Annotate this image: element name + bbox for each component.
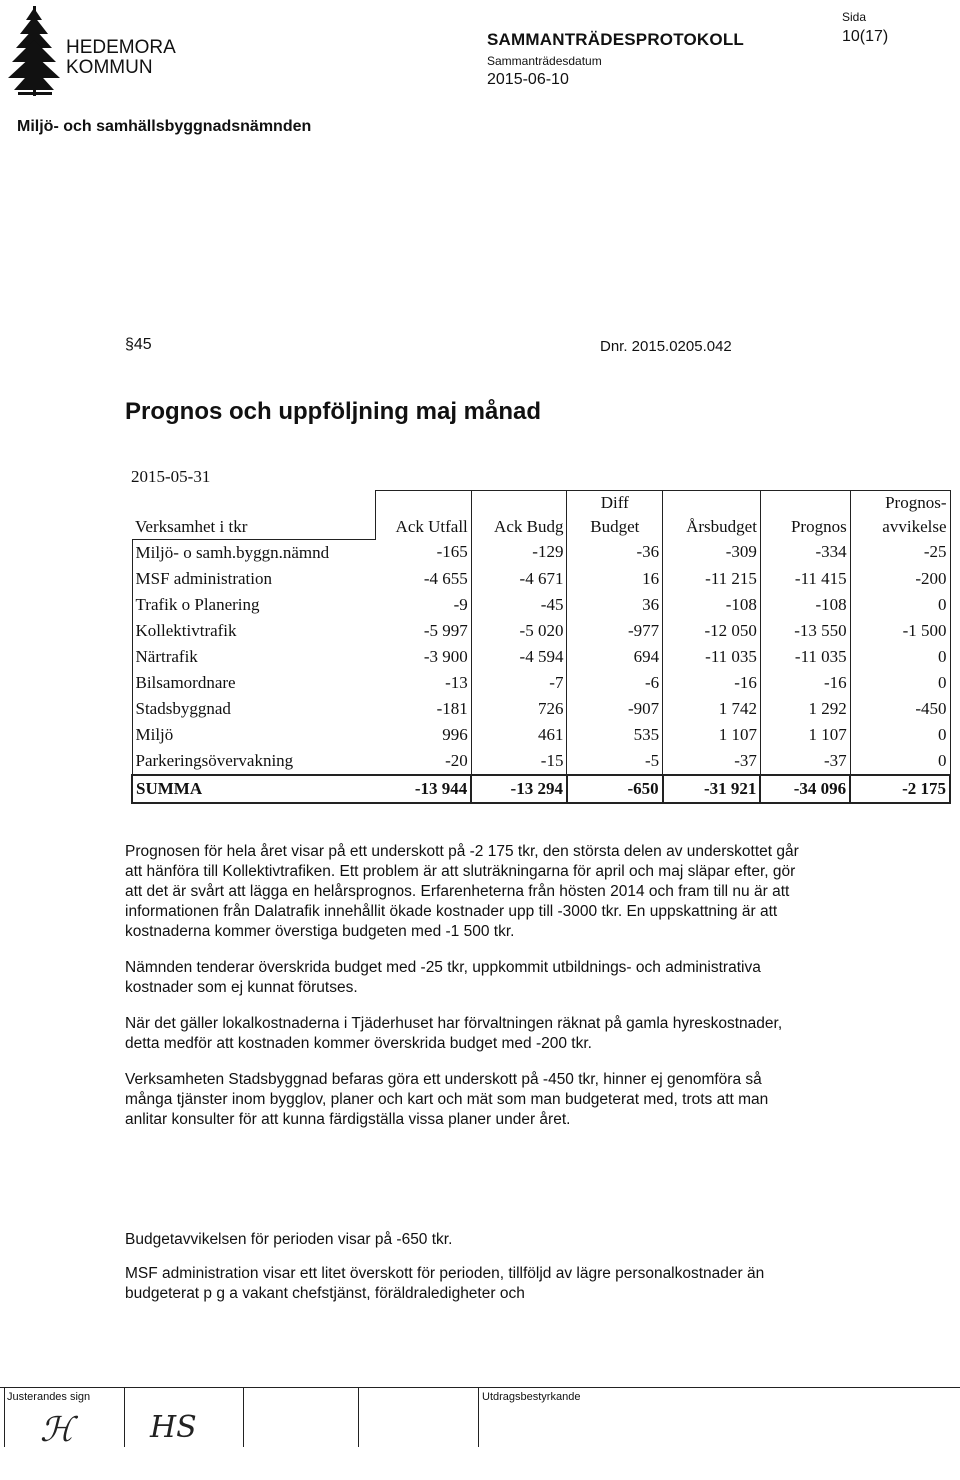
cell-arsbudget: -16 <box>663 670 761 696</box>
header-arsbudget: Årsbudget <box>663 491 761 540</box>
municipality-logo-text <box>66 38 176 78</box>
cell-ack-utfall: -181 <box>376 696 472 722</box>
summa-diff: -650 <box>567 775 663 803</box>
paragraph-lokalkostnader: När det gäller lokalkostnaderna i Tjäderhuset har förvaltningen räknat på gamla hyreskostnader, detta medför att kostnaden kommer överskrida budget med -200 tkr. <box>125 1015 783 1052</box>
footer-divider <box>4 1387 5 1447</box>
header-diff-budget <box>567 491 663 540</box>
footer-divider <box>243 1387 244 1447</box>
paragraph-number: §45 <box>125 336 152 353</box>
header-prognos: Prognos <box>760 491 850 540</box>
cell-arsbudget: 1 742 <box>663 696 761 722</box>
cell-prognos: -16 <box>760 670 850 696</box>
cell-avvik: -200 <box>850 566 950 592</box>
paragraph-namnden: Nämnden tenderar överskrida budget med -25 tkr, uppkommit utbildnings- och administrativa kostnader som ej kunnat förutses. <box>125 959 761 996</box>
cell-diff: -5 <box>567 748 663 775</box>
row-label: Miljö- o samh.byggn.nämnd <box>132 539 376 566</box>
summa-arsbudget: -31 921 <box>663 775 761 803</box>
cell-avvik: -25 <box>850 539 950 566</box>
footer-divider <box>124 1387 125 1447</box>
header-ack-utfall: Ack Utfall <box>376 491 472 540</box>
cell-ack-utfall: -3 900 <box>376 644 472 670</box>
summa-ack-utfall: -13 944 <box>376 775 472 803</box>
cell-diff: 535 <box>567 722 663 748</box>
page-label: Sida <box>842 10 867 24</box>
cell-prognos: -11 035 <box>760 644 850 670</box>
row-label: MSF administration <box>132 566 376 592</box>
cell-avvik: -450 <box>850 696 950 722</box>
cell-arsbudget: -11 035 <box>663 644 761 670</box>
cell-ack-budg: -15 <box>471 748 567 775</box>
cell-arsbudget: -12 050 <box>663 618 761 644</box>
cell-avvik: -1 500 <box>850 618 950 644</box>
cell-avvik: 0 <box>850 592 950 618</box>
table-header-row <box>132 491 950 540</box>
row-label: Miljö <box>132 722 376 748</box>
financial-table <box>131 490 951 804</box>
summa-prognos: -34 096 <box>760 775 850 803</box>
paragraph-stadsbyggnad: Verksamheten Stadsbyggnad befaras göra ett underskott på -450 tkr, hinner ej genomföra så många tjänster inom bygglov, planer och kart och mät som man budgeterat med, trots att man anlitar konsulter för att kunna färdigställa vissa planer under året. <box>125 1071 769 1128</box>
meeting-date: 2015-06-10 <box>487 71 569 88</box>
header-prognos-avvikelse <box>850 491 950 540</box>
table-row <box>132 722 950 748</box>
header-avvik-bottom: avvikelse <box>882 517 947 536</box>
cell-prognos: -11 415 <box>760 566 850 592</box>
cell-arsbudget: -37 <box>663 748 761 775</box>
summa-label: SUMMA <box>132 775 376 803</box>
cell-arsbudget: -309 <box>663 539 761 566</box>
paragraph-msf-administration: MSF administration visar ett litet överskott för perioden, tillföljd av lägre personalkostnader än budgeterat p g a vakant chefstjänst, föräldraledigheter och <box>125 1265 765 1302</box>
committee-name: Miljö- och samhällsbyggnadsnämnden <box>17 118 312 135</box>
utdragsbestyrkande-label: Utdragsbestyrkande <box>482 1391 581 1403</box>
signature-initials-2: HS <box>150 1410 197 1445</box>
section-heading: Prognos och uppföljning maj månad <box>125 398 542 425</box>
header-verksamhet: Verksamhet i tkr <box>135 516 248 536</box>
meeting-date-label: Sammanträdesdatum <box>487 54 602 68</box>
signature-initials-1: ℋ <box>40 1410 74 1450</box>
cell-avvik: 0 <box>850 644 950 670</box>
row-label: Parkeringsövervakning <box>132 748 376 775</box>
cell-diff: 16 <box>567 566 663 592</box>
summa-avvik: -2 175 <box>850 775 950 803</box>
table-row <box>132 696 950 722</box>
diary-number: Dnr. 2015.0205.042 <box>600 338 732 355</box>
logo-line-2: KOMMUN <box>66 57 153 78</box>
text-block-1 <box>125 842 805 1146</box>
cell-diff: 36 <box>567 592 663 618</box>
table-row <box>132 618 950 644</box>
table-date: 2015-05-31 <box>131 467 211 486</box>
text-block-2 <box>125 1230 805 1320</box>
cell-ack-budg: -45 <box>471 592 567 618</box>
cell-prognos: -334 <box>760 539 850 566</box>
table-row <box>132 748 950 775</box>
header-diff-bottom: Budget <box>590 517 640 536</box>
header-ack-budg: Ack Budg <box>471 491 567 540</box>
cell-ack-utfall: -5 997 <box>376 618 472 644</box>
row-label: Bilsamordnare <box>132 670 376 696</box>
cell-prognos: -13 550 <box>760 618 850 644</box>
summa-row <box>132 775 950 803</box>
logo-line-1: HEDEMORA <box>66 37 176 58</box>
cell-prognos: -108 <box>760 592 850 618</box>
footer-divider <box>358 1387 359 1447</box>
cell-diff: -907 <box>567 696 663 722</box>
row-label: Närtrafik <box>132 644 376 670</box>
row-label: Stadsbyggnad <box>132 696 376 722</box>
table-row <box>132 592 950 618</box>
cell-diff: -36 <box>567 539 663 566</box>
cell-arsbudget: 1 107 <box>663 722 761 748</box>
cell-prognos: -37 <box>760 748 850 775</box>
cell-ack-budg: -5 020 <box>471 618 567 644</box>
cell-ack-utfall: 996 <box>376 722 472 748</box>
table-row <box>132 566 950 592</box>
table-body <box>132 539 950 803</box>
cell-ack-utfall: -20 <box>376 748 472 775</box>
row-label: Kollektivtrafik <box>132 618 376 644</box>
cell-diff: -6 <box>567 670 663 696</box>
cell-prognos: 1 107 <box>760 722 850 748</box>
municipality-logo-tree <box>4 4 66 98</box>
footer-divider <box>478 1387 479 1447</box>
cell-avvik: 0 <box>850 722 950 748</box>
cell-ack-budg: -4 594 <box>471 644 567 670</box>
header-avvik-top: Prognos- <box>885 493 947 512</box>
cell-ack-utfall: -13 <box>376 670 472 696</box>
cell-ack-utfall: -9 <box>376 592 472 618</box>
cell-arsbudget: -108 <box>663 592 761 618</box>
header-diff-top: Diff <box>600 493 629 512</box>
document-title: SAMMANTRÄDESPROTOKOLL <box>487 30 744 49</box>
page-number: 10(17) <box>842 28 889 45</box>
cell-ack-budg: -129 <box>471 539 567 566</box>
cell-diff: 694 <box>567 644 663 670</box>
cell-avvik: 0 <box>850 670 950 696</box>
table-row <box>132 644 950 670</box>
cell-avvik: 0 <box>850 748 950 775</box>
cell-diff: -977 <box>567 618 663 644</box>
paragraph-prognos: Prognosen för hela året visar på ett underskott på -2 175 tkr, den största delen av underskottet går att hänföra till Kollektivtrafiken. Ett problem är att sluträkningarna för april och maj släpar efter, gör att det är svårt att lägga en helårsprognos. Erfarenheterna från hösten 2014 och fram till nu är att informationen från Dalatrafik innehållit ökade kostnader upp till -3000 tkr. En uppskattning är att kostnaderna kommer överstiga budgeten med -1 500 tkr. <box>125 843 799 940</box>
paragraph-budgetavvikelse: Budgetavvikelsen för perioden visar på -650 tkr. <box>125 1231 453 1248</box>
row-label: Trafik o Planering <box>132 592 376 618</box>
cell-ack-budg: 461 <box>471 722 567 748</box>
cell-ack-budg: -7 <box>471 670 567 696</box>
summa-ack-budg: -13 294 <box>471 775 567 803</box>
cell-prognos: 1 292 <box>760 696 850 722</box>
cell-arsbudget: -11 215 <box>663 566 761 592</box>
cell-ack-utfall: -165 <box>376 539 472 566</box>
justerandes-sign-label: Justerandes sign <box>7 1391 91 1403</box>
cell-ack-utfall: -4 655 <box>376 566 472 592</box>
cell-ack-budg: 726 <box>471 696 567 722</box>
table-row <box>132 670 950 696</box>
table-row <box>132 539 950 566</box>
cell-ack-budg: -4 671 <box>471 566 567 592</box>
footer-rule <box>0 1387 960 1388</box>
